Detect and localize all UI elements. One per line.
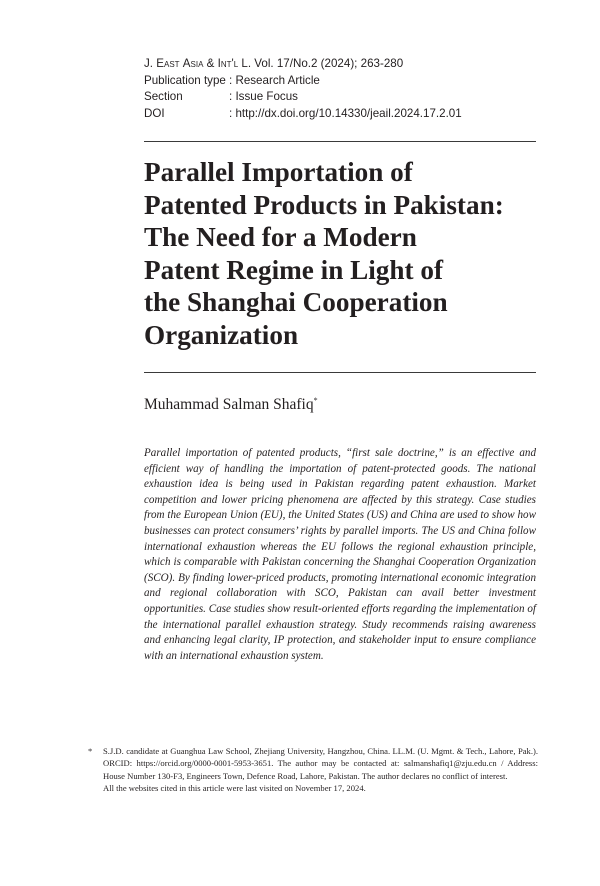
footnote-text: S.J.D. candidate at Guanghua Law School, Zhejiang University, Hangzhou, China. LL.M. (U. Mgmt. & Tech., Lahore, Pak.). ORCID: https://orcid.org/0000-0001-5953-3651. The author may be contacted at: salmanshafiq1@zju.edu.cn / Address: House Number 130-F3, Engineers Town, Defence Road, Lahore, Pakistan. The author declares no conflict of interest. (103, 746, 538, 781)
doi-value: : http://dx.doi.org/10.14330/jeail.2024.17.2.01 (229, 106, 462, 120)
journal-prefix: J. (144, 57, 157, 70)
title-line: the Shanghai Cooperation (144, 287, 448, 318)
publication-type-value: : Research Article (229, 73, 320, 87)
doi-label: DOI (144, 106, 165, 120)
author-footnote (88, 745, 538, 795)
title-line: Patented Products in Pakistan: (144, 189, 504, 220)
section-label: Section (144, 90, 183, 104)
author-footnote-mark: * (313, 396, 318, 405)
section-value: : Issue Focus (229, 90, 298, 104)
title-bottom-rule (144, 372, 536, 373)
section-row (144, 89, 536, 106)
doi-row (144, 106, 536, 123)
journal-amp: & (203, 57, 218, 70)
title-top-rule (144, 141, 536, 142)
title-line: The Need for a Modern (144, 222, 417, 253)
websites-note: All the websites cited in this article were last visited on November 17, 2024. (103, 783, 366, 794)
journal-intl: Int'l (217, 57, 239, 70)
footnote-mark: * (88, 746, 93, 756)
title-line: Patent Regime in Light of (144, 254, 444, 285)
journal-east: East (156, 57, 180, 70)
journal-volume: L. Vol. 17/No.2 (2024); 263-280 (238, 57, 404, 70)
abstract: Parallel importation of patented products, “first sale doctrine,” is an effective and efficient way of handling the importation of patent-protected goods. The national exhaustion idea is being used in Pakistan regarding patent exhaustion. Market competition and lower pricing phenomena are affected by this strategy. Case studies from the European Union (EU), the United States (US) and China are used to show how businesses can protect consumers’ rights by parallel imports. The US and China follow international exhaustion whereas the EU follows the regional exhaustion principle, which is comparable with Pakistan concerning the Shanghai Cooperation Organization (SCO). By finding lower-priced products, promoting international economic integration and regional collaboration with SCO, Pakistan can avail better investment opportunities. Case studies show result-oriented efforts regarding the implementation of the international parallel exhaustion strategy. Study recommends raising awareness and enhancing legal clarity, IP protection, and stakeholder input to ensure compliance with an international exhaustion system. (144, 447, 536, 662)
journal-citation (144, 56, 536, 73)
title-line: Parallel Importation of (144, 157, 413, 187)
article-metadata (144, 56, 536, 122)
author-line (144, 396, 318, 414)
publication-type-row (144, 73, 536, 90)
journal-asia: Asia (182, 57, 204, 70)
author-name: Muhammad Salman Shafiq (144, 396, 314, 414)
publication-type-label: Publication type (144, 73, 226, 87)
article-title (144, 156, 544, 352)
title-line: Organization (144, 319, 299, 350)
